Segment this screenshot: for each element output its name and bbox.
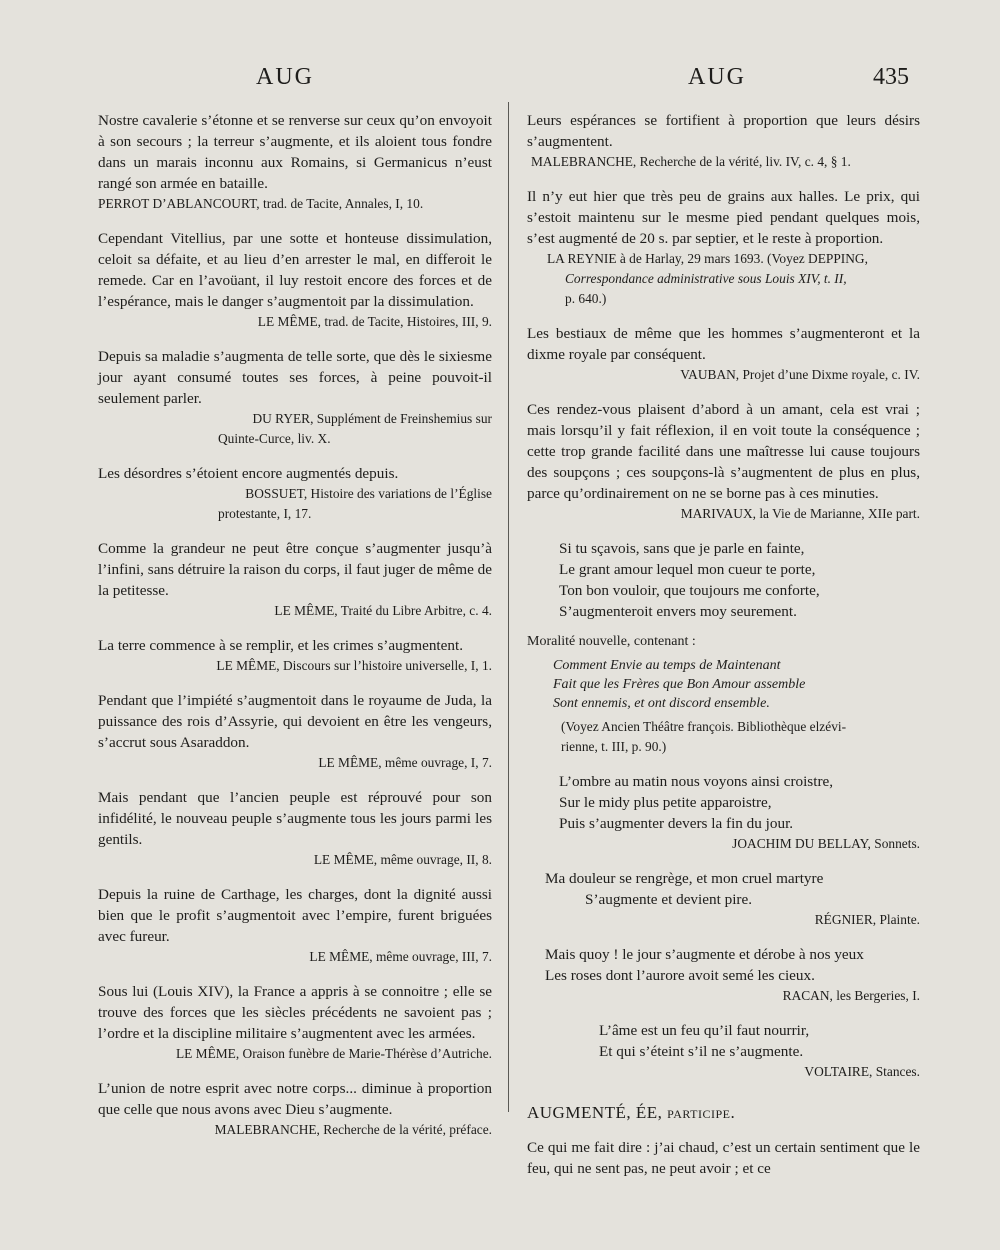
verse-line: S’augmente et devient pire.: [585, 891, 753, 908]
citation: LE MÊME, Traité du Libre Arbitre, c. 4.: [274, 603, 492, 618]
citation: LE MÊME, Discours sur l’histoire universelle, I, 1.: [216, 658, 492, 673]
quotation: Il n’y eut hier que très peu de grains aux halles. Le prix, qui s’estoit maintenu sur le mesme pied pendant quelques mois, s’est augmenté de 20 s. par septier, et le reste à proportion.: [527, 188, 920, 247]
verse-line: Et qui s’éteint s’il ne s’augmente.: [599, 1043, 804, 1060]
quotation: Ces rendez-vous plaisent d’abord à un amant, cela est vrai ; mais lorsqu’il y fait réflexion, il en voit toute la conséquence ; cette trop grande facilité dans une maîtresse lui cause toujours des soupçons ; ces soupçons-là s’augmentent de plus en plus, parce qu’ordinairement on ne se borne pas à ces minuties.: [527, 401, 920, 502]
verse-line: Comment Envie au temps de Maintenant: [553, 658, 781, 673]
verse-line: L’ombre au matin nous voyons ainsi croistre,: [559, 773, 834, 790]
citation: BOSSUET, Histoire des variations de l’Église: [245, 486, 492, 501]
verse-line: Sont ennemis, et ont discord ensemble.: [553, 696, 770, 711]
citation: (Voyez Ancien Théâtre françois. Bibliothèque elzévi-: [561, 719, 847, 734]
citation-continued: Correspondance administrative sous Louis XIV, t. II,: [565, 271, 847, 286]
citation: LE MÊME, même ouvrage, I, 7.: [318, 755, 492, 770]
quotation: Depuis sa maladie s’augmenta de telle sorte, que dès le sixiesme jour ayant consumé toutes ses forces, à peine pouvoit-il seulement parler.: [98, 348, 492, 407]
verse-line: Les roses dont l’aurore avoit semé les cieux.: [545, 967, 815, 984]
verse-block: [527, 944, 920, 986]
column-divider: [508, 102, 509, 1112]
quotation: Les désordres s’étoient encore augmentés depuis.: [98, 465, 399, 482]
verse-block: [527, 771, 920, 834]
left-running-head: AUG: [256, 64, 314, 90]
verse-block: [527, 1020, 920, 1062]
verse-line: Si tu sçavois, sans que je parle en fainte,: [559, 540, 805, 557]
citation: RÉGNIER, Plainte.: [814, 912, 920, 927]
citation: LE MÊME, Oraison funèbre de Marie-Thérèse d’Autriche.: [175, 1046, 492, 1061]
citation: DU RYER, Supplément de Freinshemius sur: [252, 411, 492, 426]
page-number: 435: [873, 64, 909, 90]
quotation: L’union de notre esprit avec notre corps... diminue à proportion que celle que nous avons avec Dieu s’augmente.: [98, 1080, 492, 1118]
quotation: Leurs espérances se fortifient à proportion que leurs désirs s’augmentent.: [527, 112, 920, 150]
right-column: [527, 110, 920, 1179]
quotation: Cependant Vitellius, par une sotte et honteuse dissimulation, celoit sa défaite, et au lieu d’en arrester le mal, en differoit le remede. Car en l’avoüant, il luy restoit encore des forces et de l’espérance, mais le danger s’augmentoit par la dissimulation.: [98, 230, 492, 310]
verse-line: L’âme est un feu qu’il faut nourrir,: [599, 1022, 810, 1039]
left-column: [98, 110, 492, 1154]
verse-line: Puis s’augmenter devers la fin du jour.: [559, 815, 794, 832]
quotation: Les bestiaux de même que les hommes s’augmenteront et la dixme royale par conséquent.: [527, 325, 920, 363]
quotation: Ce qui me fait dire : j’ai chaud, c’est un certain sentiment que le feu, qui ne sent pas, ne peut avoir ; et ce: [527, 1139, 920, 1177]
citation-continued: rienne, t. III, p. 90.): [561, 739, 667, 754]
verse-line: Mais quoy ! le jour s’augmente et dérobe à nos yeux: [545, 946, 864, 963]
quotation: Depuis la ruine de Carthage, les charges, dont la dignité aussi bien que le profit s’augmentoit avec l’empire, furent briguées avec fureur.: [98, 886, 492, 945]
citation: PERROT D’ABLANCOURT, trad. de Tacite, Annales, I, 10.: [98, 196, 424, 211]
citation: RACAN, les Bergeries, I.: [782, 988, 920, 1003]
quotation: Comme la grandeur ne peut être conçue s’augmenter jusqu’à l’infini, sans détruire la raison du corps, il faut juger de même de la petitesse.: [98, 540, 492, 599]
citation-continued: protestante, I, 17.: [218, 506, 312, 521]
verse-block-italic: [527, 656, 920, 713]
citation: MARIVAUX, la Vie de Marianne, XIIe part.: [680, 506, 920, 521]
citation: LA REYNIE à de Harlay, 29 mars 1693. (Voyez DEPPING,: [547, 251, 868, 266]
verse-line: Fait que les Frères que Bon Amour assemble: [553, 677, 806, 692]
quotation: La terre commence à se remplir, et les crimes s’augmentent.: [98, 637, 463, 654]
citation: MALEBRANCHE, Recherche de la vérité, préface.: [214, 1122, 492, 1137]
verse-block: [527, 538, 920, 622]
citation: LE MÊME, trad. de Tacite, Histoires, III, 9.: [257, 314, 492, 329]
verse-line: Ma douleur se rengrège, et mon cruel martyre: [545, 870, 824, 887]
verse-line: S’augmenteroit envers moy seurement.: [559, 603, 797, 620]
verse-line: Ton bon vouloir, que toujours me conforte,: [559, 582, 820, 599]
moralite-label: Moralité nouvelle, contenant :: [527, 634, 696, 649]
citation: LE MÊME, même ouvrage, III, 7.: [309, 949, 492, 964]
citation-continued: Quinte-Curce, liv. X.: [218, 431, 331, 446]
quotation: Mais pendant que l’ancien peuple est réprouvé pour son infidélité, le nouveau peuple s’augmente tous les jours parmi les gentils.: [98, 789, 492, 848]
citation-continued: p. 640.): [565, 291, 607, 306]
citation: JOACHIM DU BELLAY, Sonnets.: [732, 836, 920, 851]
citation: MALEBRANCHE, Recherche de la vérité, liv. IV, c. 4, § 1.: [531, 154, 851, 169]
citation: LE MÊME, même ouvrage, II, 8.: [313, 852, 492, 867]
citation: VOLTAIRE, Stances.: [804, 1064, 920, 1079]
verse-block: [527, 868, 920, 910]
citation: VAUBAN, Projet d’une Dixme royale, c. IV.: [680, 367, 920, 382]
quotation: Pendant que l’impiété s’augmentoit dans le royaume de Juda, la puissance des rois d’Assyrie, qui devoient en être les vengeurs, s’accrut sous Asaraddon.: [98, 692, 492, 751]
headword: AUGMENTÉ, ÉE, participe.: [527, 1103, 736, 1122]
quotation: Nostre cavalerie s’étonne et se renverse sur ceux qu’on envoyoit à son secours ; la terreur s’augmente, et ils aloient tous fondre dans un marais inconnu aux Romains, si Germanicus n’eust rangé son armée en bataille.: [98, 112, 492, 192]
quotation: Sous lui (Louis XIV), la France a appris à se connoitre ; elle se trouve des forces que les siècles précédents ne savoient pas ; l’ordre et la discipline militaire s’augmentent avec les armées.: [98, 983, 492, 1042]
verse-line: Sur le midy plus petite apparoistre,: [559, 794, 772, 811]
right-running-head: AUG: [688, 64, 746, 90]
verse-line: Le grant amour lequel mon cueur te porte,: [559, 561, 816, 578]
